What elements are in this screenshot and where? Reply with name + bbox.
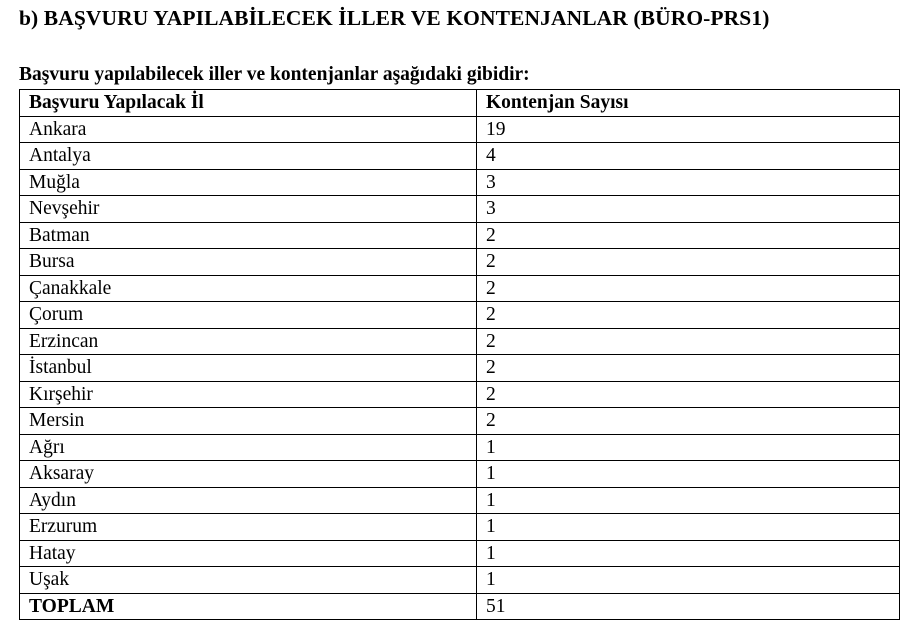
city-cell: Hatay <box>20 540 477 567</box>
quota-cell: 2 <box>477 355 900 382</box>
table-row <box>20 249 900 276</box>
table-row <box>20 514 900 541</box>
table-row <box>20 275 900 302</box>
table-row <box>20 461 900 488</box>
quota-cell: 2 <box>477 249 900 276</box>
city-cell: Muğla <box>20 169 477 196</box>
table-row <box>20 408 900 435</box>
city-cell: Uşak <box>20 567 477 594</box>
table-row <box>20 434 900 461</box>
city-cell: Batman <box>20 222 477 249</box>
quota-cell: 1 <box>477 461 900 488</box>
city-cell: Ankara <box>20 116 477 143</box>
quota-cell: 19 <box>477 116 900 143</box>
table-row <box>20 567 900 594</box>
quota-cell: 2 <box>477 222 900 249</box>
table-header-row <box>20 90 900 117</box>
column-header-quota: Kontenjan Sayısı <box>477 90 900 117</box>
quota-cell: 2 <box>477 275 900 302</box>
city-cell: Erzincan <box>20 328 477 355</box>
total-quota: 51 <box>477 593 900 620</box>
quota-cell: 3 <box>477 169 900 196</box>
city-cell: Kırşehir <box>20 381 477 408</box>
city-cell: Antalya <box>20 143 477 170</box>
intro-text: Başvuru yapılabilecek iller ve kontenjanlar aşağıdaki gibidir: <box>19 64 530 85</box>
table-row <box>20 540 900 567</box>
table-row <box>20 302 900 329</box>
city-cell: Bursa <box>20 249 477 276</box>
city-cell: Aydın <box>20 487 477 514</box>
total-row <box>20 593 900 620</box>
table-row <box>20 381 900 408</box>
quota-cell: 2 <box>477 302 900 329</box>
city-cell: Erzurum <box>20 514 477 541</box>
quota-cell: 1 <box>477 514 900 541</box>
quota-cell: 4 <box>477 143 900 170</box>
city-cell: Çanakkale <box>20 275 477 302</box>
total-label: TOPLAM <box>20 593 477 620</box>
city-cell: Nevşehir <box>20 196 477 223</box>
city-cell: Mersin <box>20 408 477 435</box>
quota-cell: 2 <box>477 328 900 355</box>
table-row <box>20 355 900 382</box>
column-header-city: Başvuru Yapılacak İl <box>20 90 477 117</box>
table-row <box>20 169 900 196</box>
quota-cell: 1 <box>477 434 900 461</box>
quota-table <box>19 89 900 620</box>
table-row <box>20 116 900 143</box>
table-row <box>20 487 900 514</box>
city-cell: Ağrı <box>20 434 477 461</box>
table-row <box>20 196 900 223</box>
table-row <box>20 328 900 355</box>
city-cell: Aksaray <box>20 461 477 488</box>
quota-cell: 2 <box>477 408 900 435</box>
table-row <box>20 222 900 249</box>
quota-cell: 3 <box>477 196 900 223</box>
section-heading: b) BAŞVURU YAPILABİLECEK İLLER VE KONTENJANLAR (BÜRO-PRS1) <box>19 6 770 30</box>
city-cell: Çorum <box>20 302 477 329</box>
quota-cell: 1 <box>477 540 900 567</box>
quota-cell: 1 <box>477 487 900 514</box>
city-cell: İstanbul <box>20 355 477 382</box>
quota-cell: 2 <box>477 381 900 408</box>
quota-cell: 1 <box>477 567 900 594</box>
table-row <box>20 143 900 170</box>
